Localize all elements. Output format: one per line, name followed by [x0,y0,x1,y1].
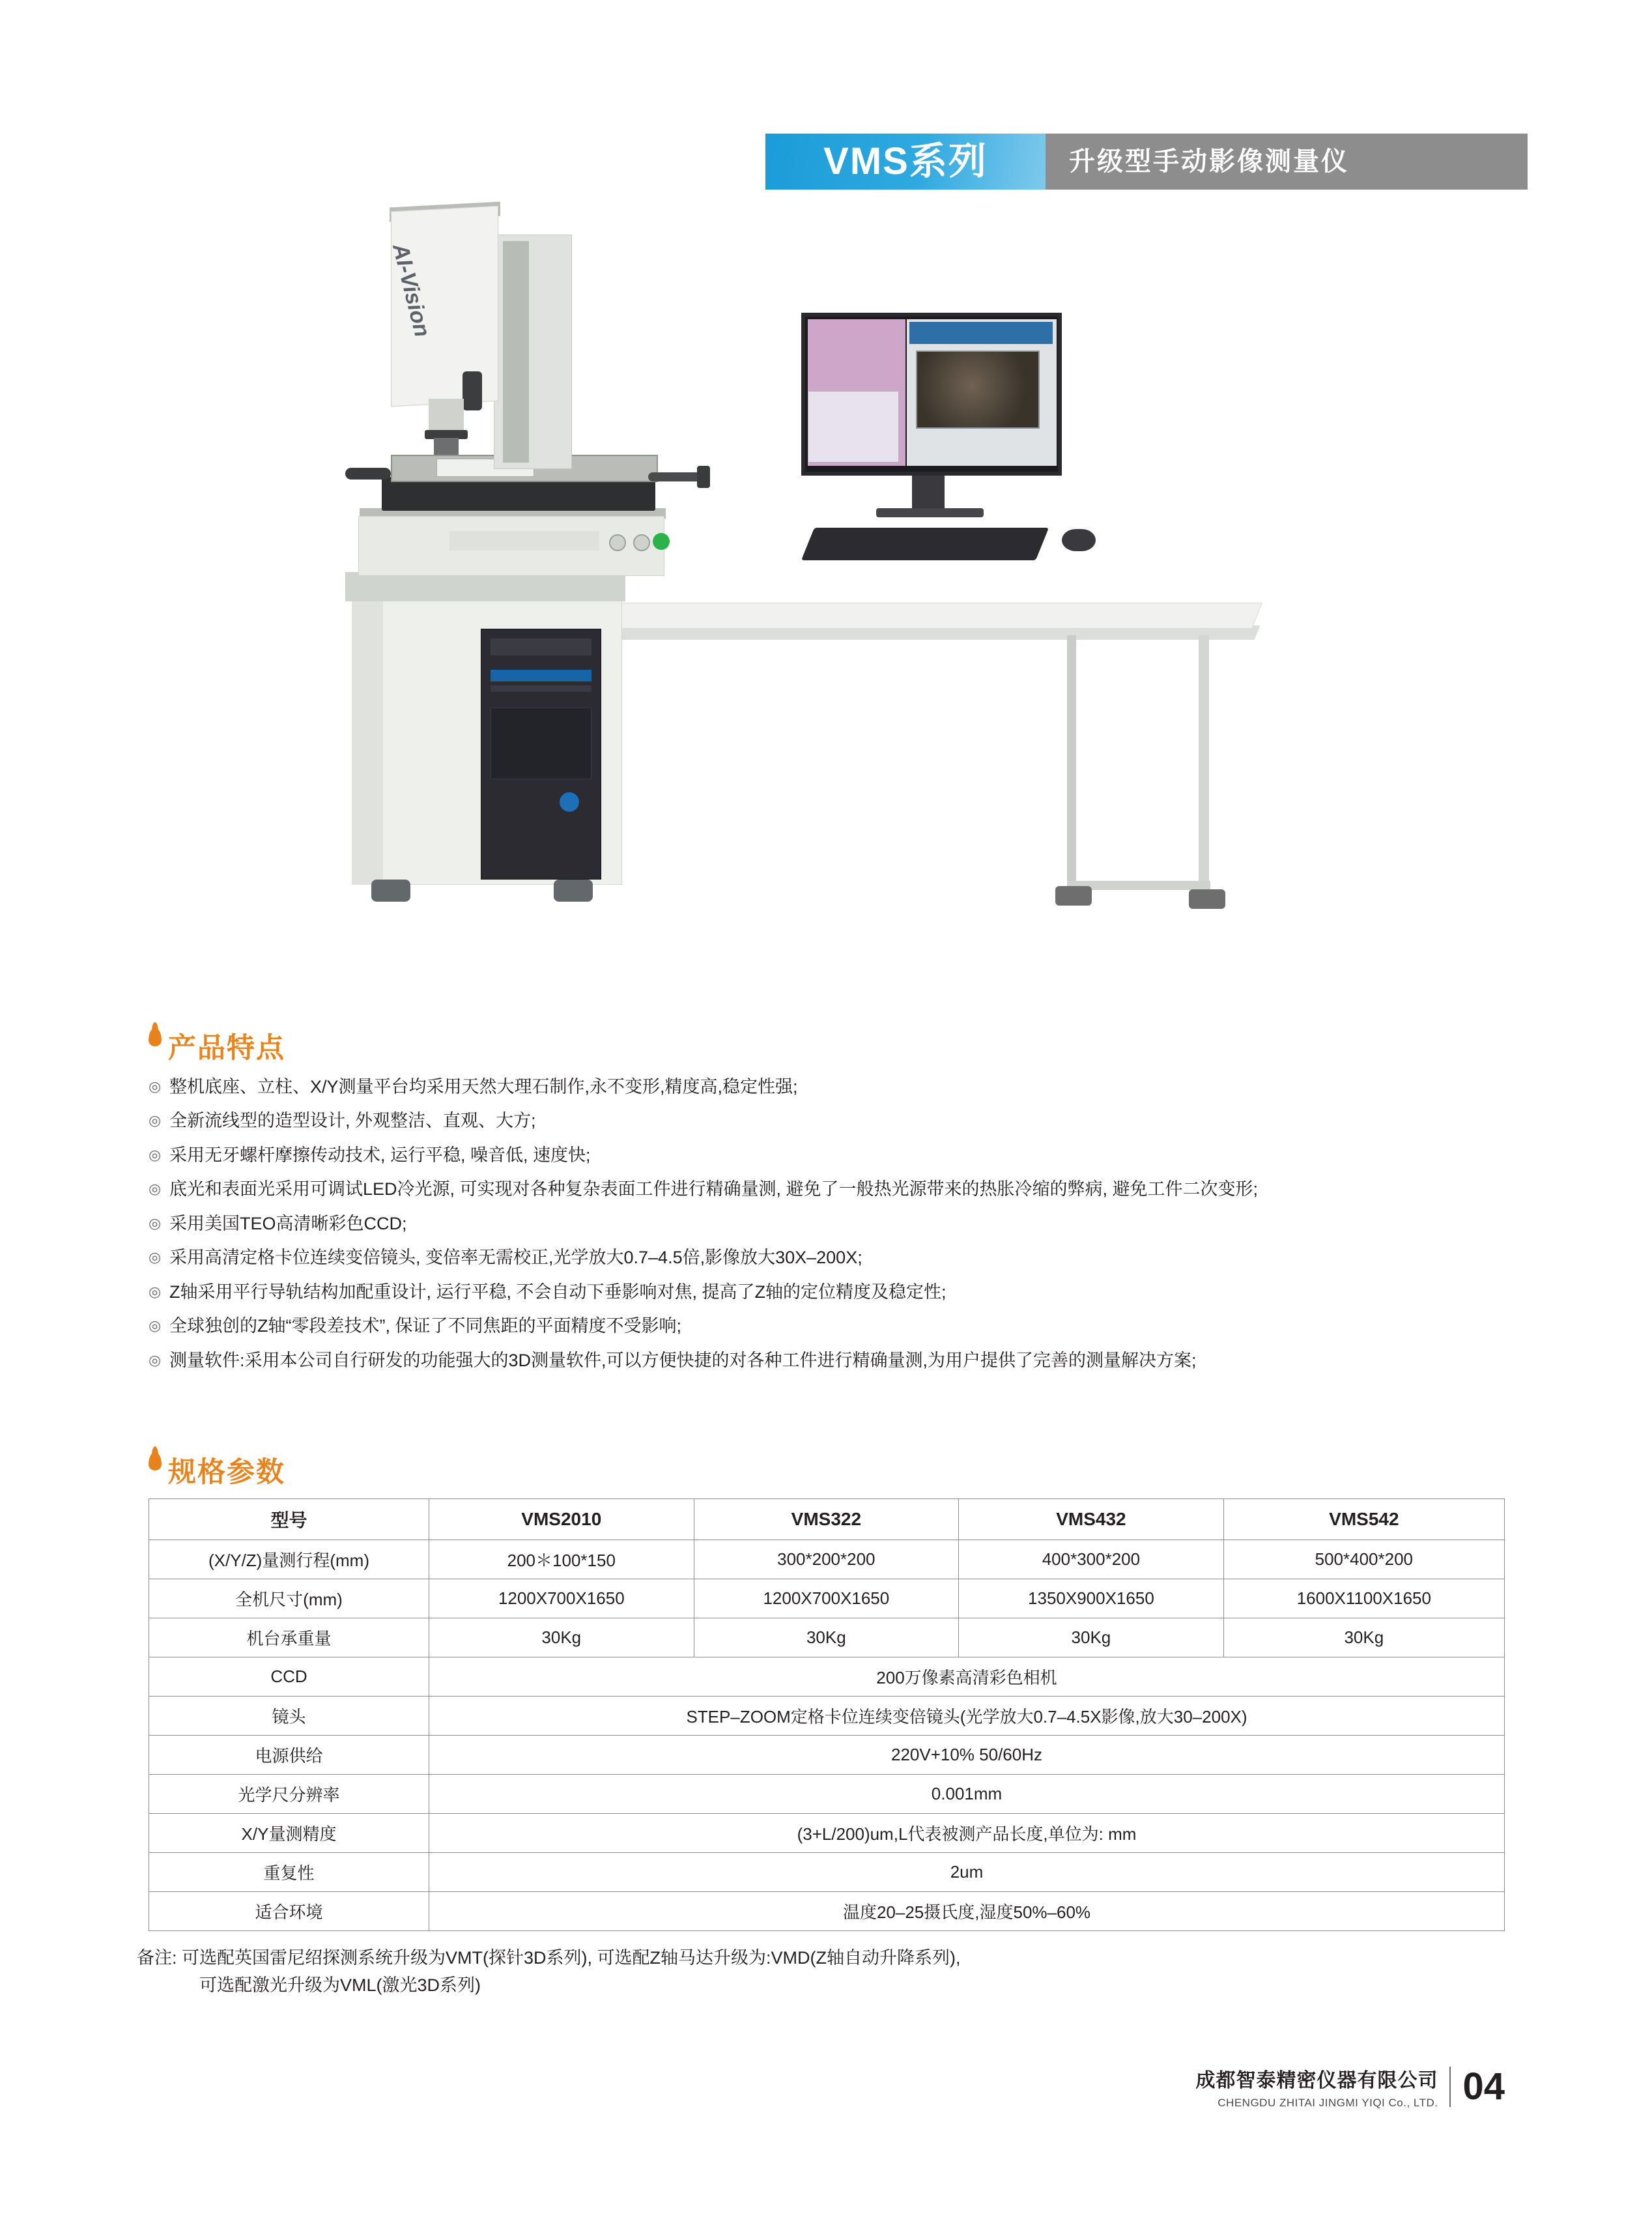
bullet-icon: ◎ [149,1181,162,1197]
column-header: VMS322 [694,1499,959,1540]
machine-cabinet-side [352,598,383,885]
table-cell: 0.001mm [429,1775,1505,1814]
row-label: 重复性 [149,1853,429,1892]
power-indicator-icon [653,533,670,550]
table-cell: 200＊100*150 [429,1540,694,1579]
feature-text: 底光和表面光采用可调试LED冷光源, 可实现对各种复杂表面工件进行精确量测, 避免了一般热光源带来的热胀冷缩的弊病, 避免工件二次变形; [169,1179,1259,1199]
table-cell: 220V+10% 50/60Hz [429,1736,1505,1775]
footer-company [1195,2064,1438,2110]
desk-foot-right [1189,889,1225,909]
table-row [149,1892,1505,1931]
banner-subtitle-block [1046,134,1528,190]
row-label: (X/Y/Z)量测行程(mm) [149,1540,429,1579]
table-row [149,1775,1505,1814]
desk-foot-left [1055,886,1092,906]
column-header: 型号 [149,1499,429,1540]
feature-text: 采用无牙螺杆摩擦传动技术, 运行平稳, 噪音低, 速度快; [169,1145,591,1165]
list-item [149,1349,1582,1372]
row-label: 适合环境 [149,1892,429,1931]
note-line-1: 备注: 可选配英国雷尼绍探测系统升级为VMT(探针3D系列), 可选配Z轴马达升级为:VMD(Z轴自动升降系列), [137,1948,961,1968]
lens-tube [434,438,459,455]
table-cell: 400*300*200 [959,1540,1224,1579]
banner-series-block [765,134,1046,190]
table-row [149,1540,1505,1579]
table-cell: STEP–ZOOM定格卡位连续变倍镜头(光学放大0.7–4.5X影像,放大30–200X) [429,1697,1505,1736]
banner-series-label: VMS系列 [823,140,988,182]
control-panel-label [449,531,599,551]
row-label: 镜头 [149,1697,429,1736]
column-header: VMS2010 [429,1499,694,1540]
features-section-title: 产品特点 [168,1033,285,1064]
bullet-icon: ◎ [149,1112,162,1129]
specs-section-title: 规格参数 [168,1457,285,1488]
page-footer [1195,2064,1505,2110]
feature-text: 整机底座、立柱、X/Y测量平台均采用天然大理石制作,永不变形,精度高,稳定性强; [169,1077,798,1096]
feature-text: 全新流线型的造型设计, 外观整洁、直观、大方; [169,1111,536,1131]
table-cell: 30Kg [1223,1618,1504,1657]
table-cell: 2um [429,1853,1505,1892]
desk-leg-right [1199,635,1209,899]
feature-text: 采用美国TEO高清晰彩色CCD; [169,1213,407,1233]
table-cell: 1200X700X1650 [429,1579,694,1618]
light-knob-icon [633,534,650,551]
machine-column-rail [503,241,529,463]
list-item [149,1109,1582,1132]
keyboard [801,528,1049,560]
footer-divider [1449,2067,1451,2107]
list-item [149,1280,1582,1304]
table-cell: 200万像素高清彩色相机 [429,1657,1505,1697]
machine-cabinet-top [345,572,625,601]
bullet-icon: ◎ [149,1078,162,1095]
desk-leg-left [1067,635,1076,883]
table-header-row [149,1499,1505,1540]
list-item [149,1143,1582,1167]
row-label: 光学尺分辨率 [149,1775,429,1814]
company-name-en: CHENGDU ZHITAI JINGMI YIQI Co., LTD. [1218,2097,1438,2109]
machine-foot-left [371,880,410,902]
column-header: VMS432 [959,1499,1224,1540]
table-row [149,1853,1505,1892]
list-item [149,1246,1582,1269]
table-cell: 1200X700X1650 [694,1579,959,1618]
table-row [149,1814,1505,1853]
measurement-data-panel [808,391,899,463]
focus-knob-icon [463,371,482,410]
table-row [149,1657,1505,1697]
measurement-image-view [916,351,1040,429]
stage-handle-left [345,468,391,480]
row-label: CCD [149,1657,429,1697]
water-drop-icon [149,1028,162,1046]
desk-surface [581,603,1262,629]
specs-note [137,1945,1570,2000]
table-cell: 30Kg [429,1618,694,1657]
list-item [149,1177,1582,1201]
row-label: 电源供给 [149,1736,429,1775]
page-header-banner [765,134,1528,190]
tower-accent-stripe [491,670,591,681]
table-cell: 温度20–25摄氏度,湿度50%–60% [429,1892,1505,1931]
water-drop-icon [149,1452,162,1470]
row-label: X/Y量测精度 [149,1814,429,1853]
specifications-table [149,1498,1505,1931]
lens-holder [429,399,464,430]
row-label: 全机尺寸(mm) [149,1579,429,1618]
stage-knob-right [697,466,710,488]
feature-text: 采用高清定格卡位连续变倍镜头, 变倍率无需校正,光学放大0.7–4.5倍,影像放大30X–200X; [169,1248,862,1268]
bullet-icon: ◎ [149,1351,162,1368]
banner-subtitle-label: 升级型手动影像测量仪 [1069,147,1349,176]
table-cell: 30Kg [959,1618,1224,1657]
table-row [149,1697,1505,1736]
bullet-icon: ◎ [149,1146,162,1163]
table-row [149,1579,1505,1618]
column-header: VMS542 [1223,1499,1504,1540]
tower-front-panel [491,708,591,779]
monitor-stand [912,476,945,509]
brightness-knob-icon [609,534,626,551]
tower-drive-bay [491,638,591,655]
list-item [149,1075,1582,1098]
bullet-icon: ◎ [149,1249,162,1266]
page-number: 04 [1462,2065,1505,2108]
table-cell: 1600X1100X1650 [1223,1579,1504,1618]
software-toolbar [909,322,1053,344]
mouse [1062,529,1096,551]
monitor-base [876,508,984,517]
feature-text: 测量软件:采用本公司自行研发的功能强大的3D测量软件,可以方便快捷的对各种工件进行精确量测,为用户提供了完善的测量解决方案; [169,1350,1197,1370]
power-button-icon [560,792,579,812]
machine-foot-right [554,880,593,902]
row-label: 机台承重量 [149,1618,429,1657]
feature-text: 全球独创的Z轴“零段差技术”, 保证了不同焦距的平面精度不受影响; [169,1316,681,1336]
note-line-2: 可选配激光升级为VML(激光3D系列) [199,1975,481,1995]
features-list [149,1075,1582,1383]
bullet-icon: ◎ [149,1214,162,1231]
list-item [149,1314,1582,1338]
table-cell: 1350X900X1650 [959,1579,1224,1618]
product-photo [352,195,1199,984]
list-item [149,1212,1582,1235]
company-name-cn: 成都智泰精密仪器有限公司 [1195,2070,1438,2091]
table-cell: 300*200*200 [694,1540,959,1579]
table-cell: 500*400*200 [1223,1540,1504,1579]
bullet-icon: ◎ [149,1283,162,1300]
bullet-icon: ◎ [149,1317,162,1334]
feature-text: Z轴采用平行导轨结构加配重设计, 运行平稳, 不会自动下垂影响对焦, 提高了Z轴的定位精度及稳定性; [169,1282,947,1302]
tower-vent [491,685,591,692]
machine-brand-label: AI-Vision [388,241,435,339]
table-row [149,1736,1505,1775]
table-cell: (3+L/200)um,L代表被测产品长度,单位为: mm [429,1814,1505,1853]
table-row [149,1618,1505,1657]
computer-tower [481,629,601,880]
table-cell: 30Kg [694,1618,959,1657]
